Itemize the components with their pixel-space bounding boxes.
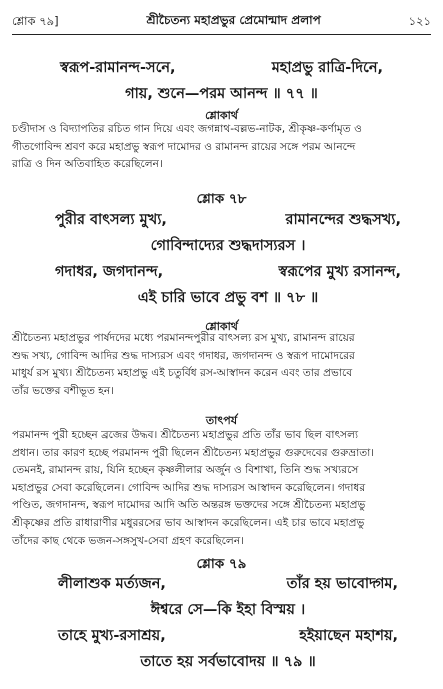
verse-77-line1-right: মহাপ্রভু রাত্রি-দিনে,: [271, 60, 383, 76]
purport-heading: তাৎপর্য: [205, 414, 238, 427]
verse-78-line3-right: স্বরূপের মুখ্য রসানন্দ,: [278, 264, 401, 280]
verse-77: [60, 57, 383, 109]
verse-78-line1-right: রামানন্দের শুদ্ধসখ্য,: [285, 212, 401, 228]
page-number: ১২১: [408, 13, 431, 28]
translation-78-line: তাঁর ভক্তের বশীভূত হন।: [12, 384, 114, 397]
purport-line: পণ্ডিত, জগদানন্দ, স্বরূপ দামোদর আদি অতি অন্তরঙ্গ ভক্তদের সঙ্গে শ্রীচৈতন্য মহাপ্রভু: [12, 499, 366, 512]
translation-77-line: রাত্রি ও দিন অতিবাহিত করেছিলেন।: [12, 158, 163, 171]
header-title: শ্রীচৈতন্য মহাপ্রভুর প্রেমোন্মাদ প্রলাপ: [146, 13, 321, 27]
verse-79-line4: তাতে হয় সর্বভাবোদয় ॥ ৭৯ ॥: [140, 654, 316, 670]
verse-79-line2: ঈশ্বরে সে—কি ইহা বিস্ময় ।: [150, 602, 306, 618]
verse-79-line3-right: হইয়াছেন মহাশয়,: [299, 628, 398, 644]
verse-78-line1-left: পুরীর বাৎসল্য মুখ্য,: [55, 212, 167, 228]
purport-line: তাঁদের কাছ থেকে ভজন-সঙ্গসুখ-সেবা গ্রহণ করেছিলেন।: [12, 534, 244, 547]
translation-78-line: মাধুর্য রস মুখ্য। শ্রীচৈতন্য মহাপ্রভু এই চতুর্বিধ রস-আস্বাদন করেন এবং তার প্রভাবে: [12, 367, 353, 380]
page-header: [12, 12, 431, 32]
verse-79-line1-right: তাঁর হয় ভাবোদ্গম,: [286, 576, 398, 592]
verse-79-line1-left: লীলাশুক মর্ত্যজন,: [58, 576, 166, 592]
verse-78-line4: এই চারি ভাবে প্রভু বশ ॥ ৭৮ ॥: [137, 290, 319, 306]
translation-77: [12, 121, 431, 174]
translation-78-line: শ্রীচৈতন্য মহাপ্রভুর পার্ষদদের মধ্যে পরমানন্দপুরীর বাৎসল্য রস মুখ্য, রামানন্দ রায়ের: [12, 332, 355, 344]
purport: [12, 427, 431, 550]
purport-line: প্রধান। তার কারণ হচ্ছে পরমানন্দ পুরী ছিলেন শ্রীচৈতন্য মহাপ্রভুর গুরুদেবের গুরুভ্রাতা।: [12, 446, 375, 459]
translation-78: [12, 330, 431, 400]
verse-79: [58, 573, 398, 677]
verse-79-heading: শ্লোক ৭৯: [196, 556, 247, 572]
translation-78-heading: শ্লোকার্থ: [205, 320, 238, 333]
header-divider: [12, 34, 431, 35]
translation-77-line: গীতগোবিন্দ শ্রবণ করে মহাপ্রভু স্বরূপ দামোদর ও রামানন্দ রায়ের সঙ্গে পরম আনন্দে: [12, 140, 356, 153]
verse-78-line3-left: গদাধর, জগদানন্দ,: [55, 264, 164, 280]
verse-77-line2: গায়, শুনে—পরম আনন্দ ॥ ৭৭ ॥: [125, 86, 318, 102]
translation-78-line: শুদ্ধ সখ্য, গোবিন্দ আদির শুদ্ধ দাস্যরস এবং গদাধর, জগদানন্দ ও স্বরূপ দামোদরের: [12, 349, 355, 362]
purport-line: তেমনই, রামানন্দ রায়, যিনি হচ্ছেন কৃষ্ণলীলার অর্জুন ও বিশাখা, তিনি শুদ্ধ সখ্যরসে: [12, 464, 359, 477]
verse-78: [55, 209, 401, 313]
verse-79-line3-left: তাহে মুখ্য-রসাশ্রয়,: [58, 628, 166, 644]
verse-78-line2: গোবিন্দাদ্যের শুদ্ধদাস্যরস ।: [150, 238, 306, 254]
translation-77-heading: শ্লোকার্থ: [205, 109, 238, 122]
verse-78-heading: শ্লোক ৭৮: [196, 191, 247, 207]
purport-line: পরমানন্দ পুরী হচ্ছেন ব্রজের উদ্ধব। শ্রীচৈতন্য মহাপ্রভুর প্রতি তাঁর ভাব ছিল বাৎসল্য: [12, 429, 359, 441]
purport-line: মহাপ্রভুর সেবা করেছিলেন। গোবিন্দ আদির শুদ্ধ দাস্যরস আস্বাদন করেছিলেন। গদাধর: [12, 481, 366, 494]
purport-line: শ্রীকৃষ্ণের প্রতি রাধারাণীর মধুররসের ভাব আস্বাদন করেছিলেন। এই চার ভাবে মহাপ্রভু: [12, 516, 365, 529]
verse-77-line1-left: স্বরূপ-রামানন্দ-সনে,: [60, 60, 176, 76]
translation-77-line: চণ্ডীদাস ও বিদ্যাপতির রচিত গান দিয়ে এবং জগন্নাথ-বল্লভ-নাটক, শ্রীকৃষ্ণ-কর্ণামৃত ও: [12, 123, 362, 135]
header-verse-ref: শ্লোক ৭৯]: [12, 13, 59, 28]
